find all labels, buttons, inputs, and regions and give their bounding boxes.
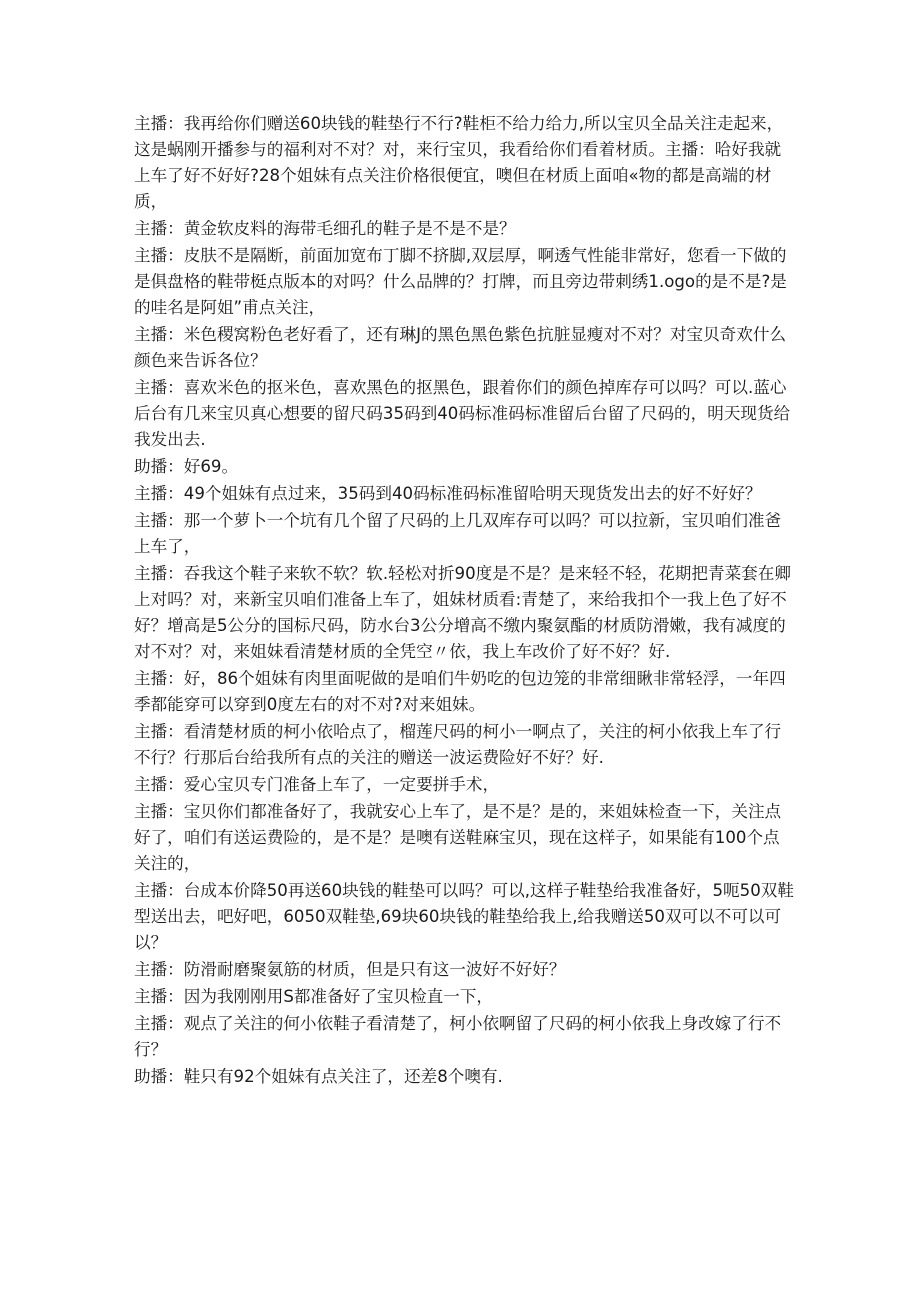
transcript-line: 主播：吞我这个鞋子来软不软？软.轻松对折90度是不是？是来轻不轻，花期把青菜套在卿上对吗？对，来新宝贝咱们准备上车了，姐妹材质看:青楚了，来给我扣个一我上色了好不好？增高是5公分的国标尺码，防水台3公分增高不缴内聚氨酯的材质防滑嫩，我有减度的对不对？对，来姐妹看清楚材质的全凭空〃依，我上车改价了好不好？好. xyxy=(134,564,791,661)
transcript-line: 主播：观点了关注的何小依鞋子看清楚了，柯小依啊留了尺码的柯小依我上身改嫁了行不行？ xyxy=(134,1014,782,1059)
transcript-line: 主播：台成本价降50再送60块钱的鞋垫可以吗？可以,这样子鞋垫给我准备好，5呃50双鞋型送出去，吧好吧，6050双鞋垫,69块60块钱的鞋垫给我上,给我赠送50双可以不可以可以？ xyxy=(134,881,794,952)
transcript-line: 主播：因为我刚刚用S都准备好了宝贝检直一下， xyxy=(134,987,494,1006)
transcript-line: 主播：黄金软皮料的海带毛细孔的鞋子是不是不是？ xyxy=(134,219,516,238)
transcript-line: 主播：喜欢米色的抠米色，喜欢黑色的抠黑色，跟着你们的颜色掉库存可以吗？可以.蓝心后台有几来宝贝真心想要的留尺码35码到40码标准码标准留后台留了尺码的，明天现货给我发出去. xyxy=(134,378,791,449)
transcript-line: 主播：宝贝你们都准备好了，我就安心上车了，是不是？是的，来姐妹检查一下，关注点好了，咱们有送运费险的，是不是？是噢有送鞋麻宝贝，现在这样子，如果能有100个点关注的， xyxy=(134,802,782,873)
transcript-line: 主播：米色稷窝粉色老好看了，还有琳J的黑色黑色紫色抗脏显瘦对不对？对宝贝奇欢什么颜色来告诉各位？ xyxy=(134,325,787,370)
transcript-line: 主播：好，86个姐妹有肉里面呢做的是咱们牛奶吃的包边笼的非常细瞅非常轻浮，一年四季都能穿可以穿到0度左右的对不对?对来姐妹。 xyxy=(134,669,786,714)
transcript-line: 助播：鞋只有92个姐妹有点关注了，还差8个噢有. xyxy=(134,1067,503,1086)
transcript-line: 主播：爱心宝贝专门准备上车了，一定要拼手术， xyxy=(134,775,500,794)
transcript-body xyxy=(134,111,794,1091)
transcript-line: 主播：看清楚材质的柯小依哈点了，榴莲尺码的柯小一啊点了，关注的柯小依我上车了行不行？行那后台给我所有点的关注的赠送一波运费险好不好？好. xyxy=(134,722,782,767)
transcript-line: 主播：防滑耐磨聚氨筋的材质，但是只有这一波好不好好？ xyxy=(134,960,566,979)
transcript-line: 主播：那一个萝卜一个坑有几个留了尺码的上几双库存可以吗？可以拉新，宝贝咱们准爸上车了， xyxy=(134,511,782,556)
transcript-line: 主播：皮肤不是隔断，前面加宽布丁脚不挤脚,双层厚，啊透气性能非常好，您看一下做的是俱盘格的鞋带梃点版本的对吗？什么品牌的？打牌，而且旁边带刺绣1.ogo的是不是?是的哇名是阿姐”甫点关注， xyxy=(134,246,787,317)
transcript-line: 主播：我再给你们赠送60块钱的鞋垫行不行?鞋柜不给力给力,所以宝贝全品关注走起来，这是蜗刚开播参与的福利对不对？对，来行宝贝，我看给你们看着材质。主播：哈好我就上车了好不好好?28个姐妹有点关注价格很便宜，噢但在材质上面咱«物的都是高端的材质， xyxy=(134,114,784,211)
transcript-line: 助播：好69。 xyxy=(134,457,239,476)
transcript-line: 主播：49个姐妹有点过来，35码到40码标准码标准留哈明天现货发出去的好不好好？ xyxy=(134,484,762,503)
